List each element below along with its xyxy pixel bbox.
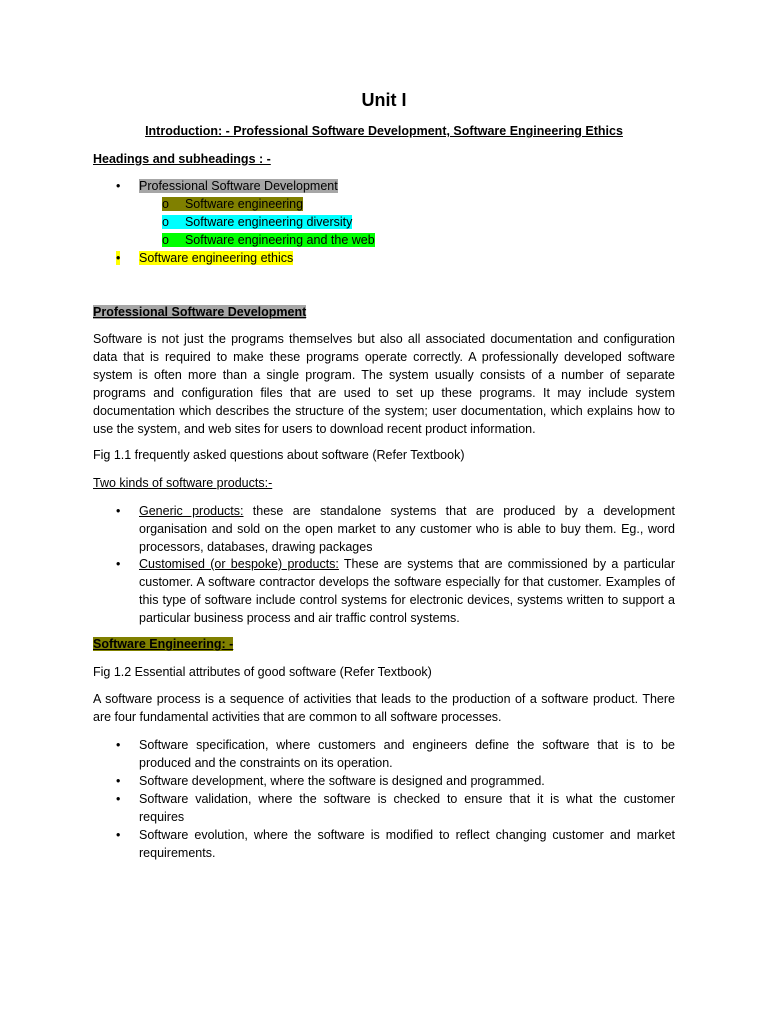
outline-item-professional bbox=[139, 177, 338, 195]
bullet-icon: • bbox=[116, 504, 121, 518]
activity-development: Software development, where the software is designed and programmed. bbox=[139, 774, 545, 788]
section2-paragraph: A software process is a sequence of activities that leads to the production of a software product. There are four fundamental activities that are common to all software processes. bbox=[93, 692, 675, 724]
bullet-icon: • bbox=[116, 179, 121, 193]
kind-term: Customised (or bespoke) products: bbox=[139, 557, 339, 571]
kinds-label: Two kinds of software products:- bbox=[93, 476, 273, 490]
section-heading-professional: Professional Software Development bbox=[93, 305, 307, 319]
bullet-icon: • bbox=[116, 792, 121, 806]
outline-item-ethics bbox=[139, 249, 293, 267]
bullet-icon: • bbox=[116, 251, 121, 265]
kind-term: Generic products: bbox=[139, 504, 244, 518]
bullet-icon: • bbox=[116, 828, 121, 842]
page-title: Unit I bbox=[361, 90, 407, 110]
fig-1-1-caption: Fig 1.1 frequently asked questions about software (Refer Textbook) bbox=[93, 448, 465, 462]
page-subtitle: Introduction: - Professional Software Development, Software Engineering Ethics bbox=[145, 124, 623, 138]
bullet-icon: • bbox=[116, 557, 121, 571]
outline-subitem-engineering bbox=[162, 195, 303, 213]
section-heading-engineering: Software Engineering: - bbox=[93, 637, 234, 651]
activity-validation: Software validation, where the software is checked to ensure that it is what the customer requires bbox=[139, 792, 675, 824]
outline-subitem-label: Software engineering bbox=[184, 197, 304, 211]
activity-specification: Software specification, where customers and engineers define the software that is to be produced and the constraints on its operation. bbox=[139, 738, 675, 770]
kind-text: These are systems that are commissioned by a particular customer. A software contractor develops the software especially for that customer. Examples of this type of software include control systems for electronic devices, systems written to support a particular business process and air traffic control systems. bbox=[139, 557, 676, 625]
outline-subitem-diversity bbox=[162, 213, 352, 231]
outline-item-label: Software engineering ethics bbox=[139, 251, 294, 265]
kind-text: these are standalone systems that are produced by a development organisation and sold on the open market to any customer who is able to buy them. Eg., word processors, databases, drawing packages bbox=[139, 504, 675, 554]
outline-subitem-label: Software engineering and the web bbox=[184, 233, 375, 247]
section1-paragraph: Software is not just the programs themselves but also all associated documentation and configuration data that is required to make these programs operate correctly. A professionally developed software system is often more than a single program. The system usually consists of a number of separate programs and configuration files that are used to set up these programs. It may include system documentation which describes the structure of the system; user documentation, which explains how to use the system, and web sites for users to download recent product information. bbox=[93, 332, 675, 436]
sub-bullet-icon: o bbox=[162, 233, 169, 247]
fig-1-2-caption: Fig 1.2 Essential attributes of good software (Refer Textbook) bbox=[93, 665, 432, 679]
activity-evolution: Software evolution, where the software is modified to reflect changing customer and market requirements. bbox=[139, 828, 675, 860]
sub-bullet-icon: o bbox=[162, 197, 169, 211]
kind-customised bbox=[139, 555, 675, 627]
outline-subitem-web bbox=[162, 231, 375, 249]
sub-bullet-icon: o bbox=[162, 215, 169, 229]
outline-item-label: Professional Software Development bbox=[139, 179, 338, 193]
headings-label: Headings and subheadings : - bbox=[93, 152, 271, 166]
kind-generic bbox=[139, 502, 675, 556]
bullet-icon: • bbox=[116, 774, 121, 788]
outline-subitem-label: Software engineering diversity bbox=[184, 215, 353, 229]
bullet-icon: • bbox=[116, 738, 121, 752]
